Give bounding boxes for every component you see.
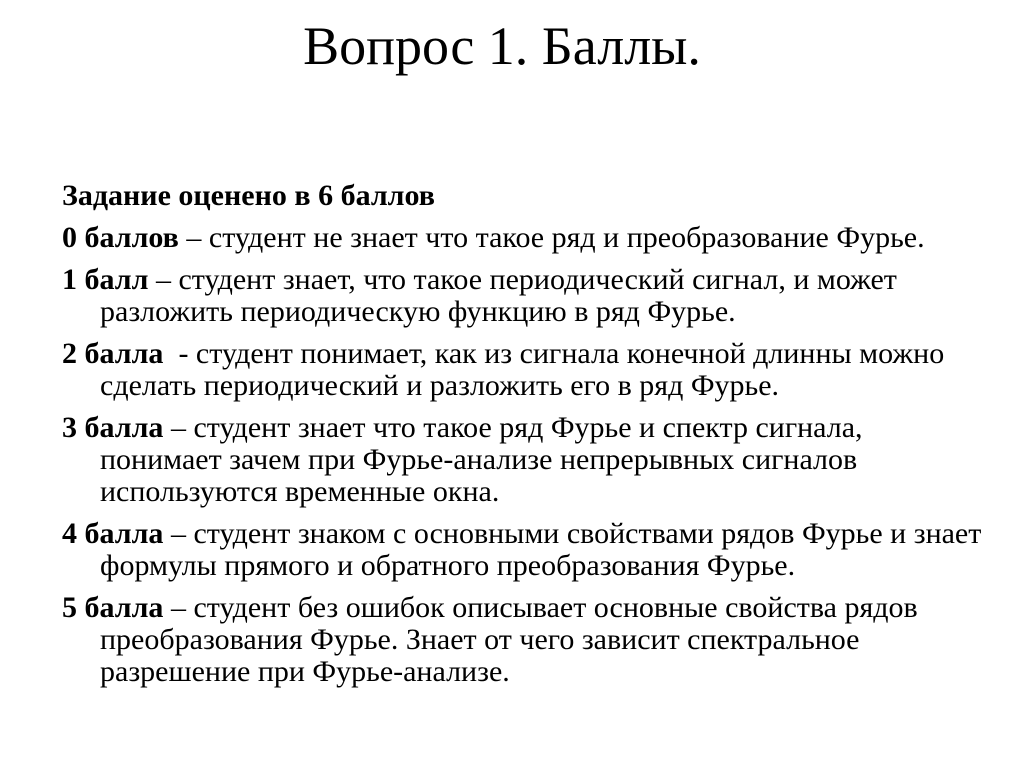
score-label: 5 балла	[62, 591, 164, 624]
score-description: – студент не знает что такое ряд и преобразование Фурье.	[178, 221, 925, 254]
score-label: 1 балл	[62, 263, 149, 296]
score-label: 2 балла	[62, 337, 164, 370]
slide-body	[62, 180, 982, 698]
score-item-3	[62, 412, 982, 508]
score-item-4	[62, 518, 982, 582]
score-label: 4 балла	[62, 517, 164, 550]
slide-title: Вопрос 1. Баллы.	[303, 16, 701, 76]
score-description: – студент знает что такое ряд Фурье и спектр сигнала, понимает зачем при Фурье-анализе непрерывных сигналов используются временные окна.	[100, 411, 863, 508]
score-description: - студент понимает, как из сигнала конечной длинны можно сделать периодический и разложить его в ряд Фурье.	[100, 337, 952, 402]
score-description: – студент знаком с основными свойствами рядов Фурье и знает формулы прямого и обратного преобразования Фурье.	[100, 517, 982, 582]
score-item-2	[62, 338, 982, 402]
score-item-1	[62, 264, 982, 328]
score-label: 3 балла	[62, 411, 164, 444]
intro-line	[62, 180, 982, 212]
score-description: – студент знает, что такое периодический сигнал, и может разложить периодическую функцию в ряд Фурье.	[100, 263, 897, 328]
score-description: – студент без ошибок описывает основные свойства рядов преобразования Фурье. Знает от чего зависит спектральное разрешение при Фурье-анализе.	[100, 591, 918, 688]
score-item-0	[62, 222, 982, 254]
score-item-5	[62, 592, 982, 688]
score-label: 0 баллов	[62, 221, 179, 254]
intro-text: Задание оценено в 6 баллов	[62, 179, 435, 212]
